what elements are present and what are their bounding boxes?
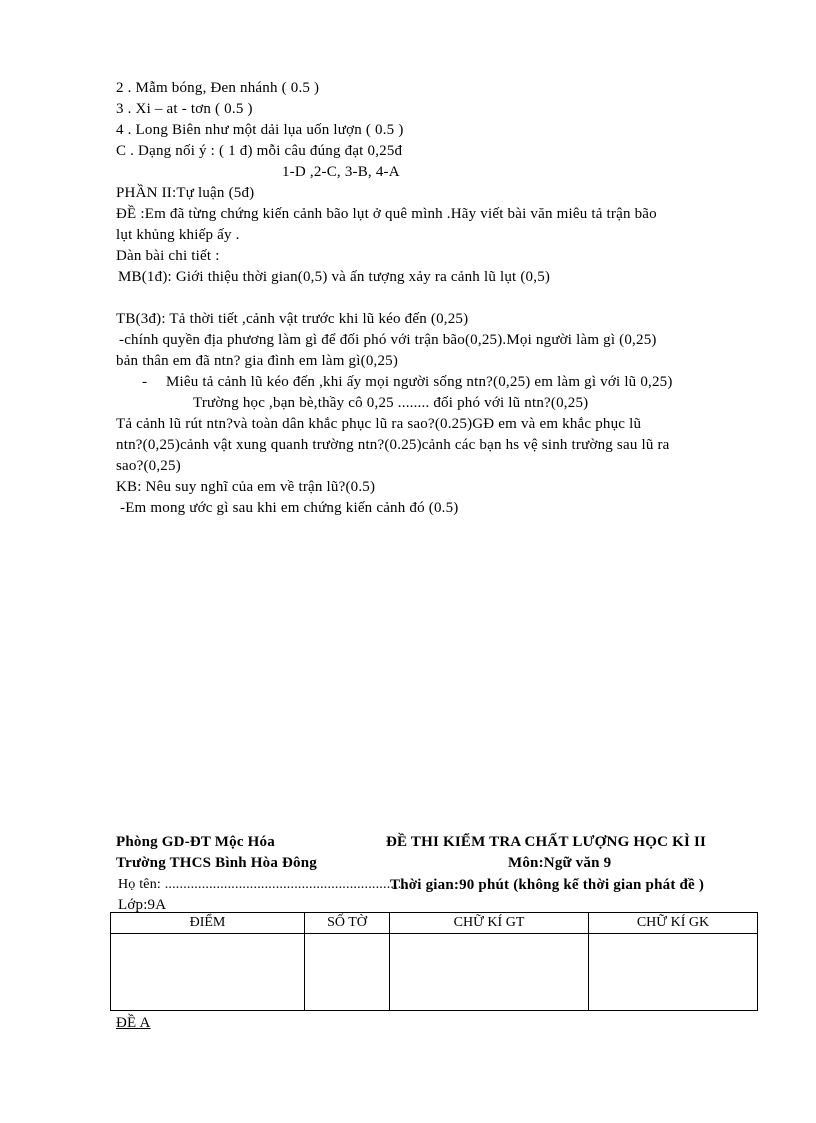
department-name: Phòng GD-ĐT Mộc Hóa <box>116 834 275 850</box>
answer-3: 3 . Xi – at - tơn ( 0.5 ) <box>116 101 253 117</box>
exam-code: ĐỀ A <box>116 1015 151 1031</box>
outline-tb-line-7: sao?(0,25) <box>116 458 181 474</box>
answer-2: 2 . Mẫm bóng, Đen nhánh ( 0.5 ) <box>116 80 320 96</box>
answer-4: 4 . Long Biên như một dải lụa uốn lượn ( 0.5 ) <box>116 122 404 138</box>
class-label: Lớp:9A <box>118 897 167 913</box>
exam-title: ĐỀ THI KIỂM TRA CHẤT LƯỢNG HỌC KÌ II <box>386 834 707 850</box>
part2-heading: PHẦN II:Tự luận (5đ) <box>116 185 255 201</box>
outline-tb-line-4: Trường học ,bạn bè,thầy cô 0,25 ........ đối phó với lũ ntn?(0,25) <box>193 395 589 411</box>
sheets-header: SỐ TỜ <box>305 913 390 934</box>
school-name: Trường THCS Bình Hòa Đông <box>116 855 317 871</box>
score-cell[interactable] <box>111 934 305 1011</box>
sheets-cell[interactable] <box>305 934 390 1011</box>
examiner-signature-cell[interactable] <box>589 934 758 1011</box>
outline-kb-line-2: -Em mong ước gì sau khi em chứng kiến cảnh đó (0.5) <box>120 500 459 516</box>
outline-title: Dàn bài chi tiết : <box>116 248 220 264</box>
section-c-answers: 1-D ,2-C, 3-B, 4-A <box>282 164 400 180</box>
supervisor-signature-header: CHỮ KÍ GT <box>390 913 589 934</box>
subject: Môn:Ngữ văn 9 <box>508 855 612 871</box>
exam-time: Thời gian:90 phút (không kể thời gian phát đề ) <box>390 877 705 893</box>
outline-mb: MB(1đ): Giới thiệu thời gian(0,5) và ấn tượng xảy ra cảnh lũ lụt (0,5) <box>118 269 551 285</box>
score-header: ĐIỂM <box>111 913 305 934</box>
essay-prompt-line-1: ĐỀ :Em đã từng chứng kiến cảnh bão lụt ở quê mình .Hãy viết bài văn miêu tả trận bão <box>116 206 657 222</box>
outline-tb-line-3: Miêu tả cảnh lũ kéo đến ,khi ấy mọi người sống ntn?(0,25) em làm gì với lũ 0,25) <box>166 374 673 390</box>
section-c-title: C . Dạng nối ý : ( 1 đ) mỗi câu đúng đạt 0,25đ <box>116 143 403 159</box>
score-table-body-row <box>111 934 758 1011</box>
score-table-header-row <box>111 913 758 934</box>
supervisor-signature-cell[interactable] <box>390 934 589 1011</box>
score-table <box>110 912 758 1011</box>
student-name-field[interactable]: Họ tên: ................................................................... <box>118 877 413 892</box>
outline-tb-title: TB(3đ): Tả thời tiết ,cảnh vật trước khi lũ kéo đến (0,25) <box>116 311 469 327</box>
essay-prompt-line-2: lụt khủng khiếp ấy . <box>116 227 240 243</box>
examiner-signature-header: CHỮ KÍ GK <box>589 913 758 934</box>
outline-tb-dash: - <box>142 374 148 390</box>
outline-tb-line-6: ntn?(0,25)cảnh vật xung quanh trường ntn?(0.25)cảnh các bạn hs vệ sinh trường sau lũ ra <box>116 437 670 453</box>
outline-tb-line-2: bản thân em đã ntn? gia đình em làm gì(0,25) <box>116 353 399 369</box>
outline-kb: KB: Nêu suy nghĩ của em về trận lũ?(0.5) <box>116 479 376 495</box>
outline-tb-line-1: -chính quyền địa phương làm gì để đối phó với trận bão(0,25).Mọi người làm gì (0,25) <box>119 332 657 348</box>
outline-tb-line-5: Tả cảnh lũ rút ntn?và toàn dân khắc phục lũ ra sao?(0.25)GĐ em và em khắc phục lũ <box>116 416 642 432</box>
